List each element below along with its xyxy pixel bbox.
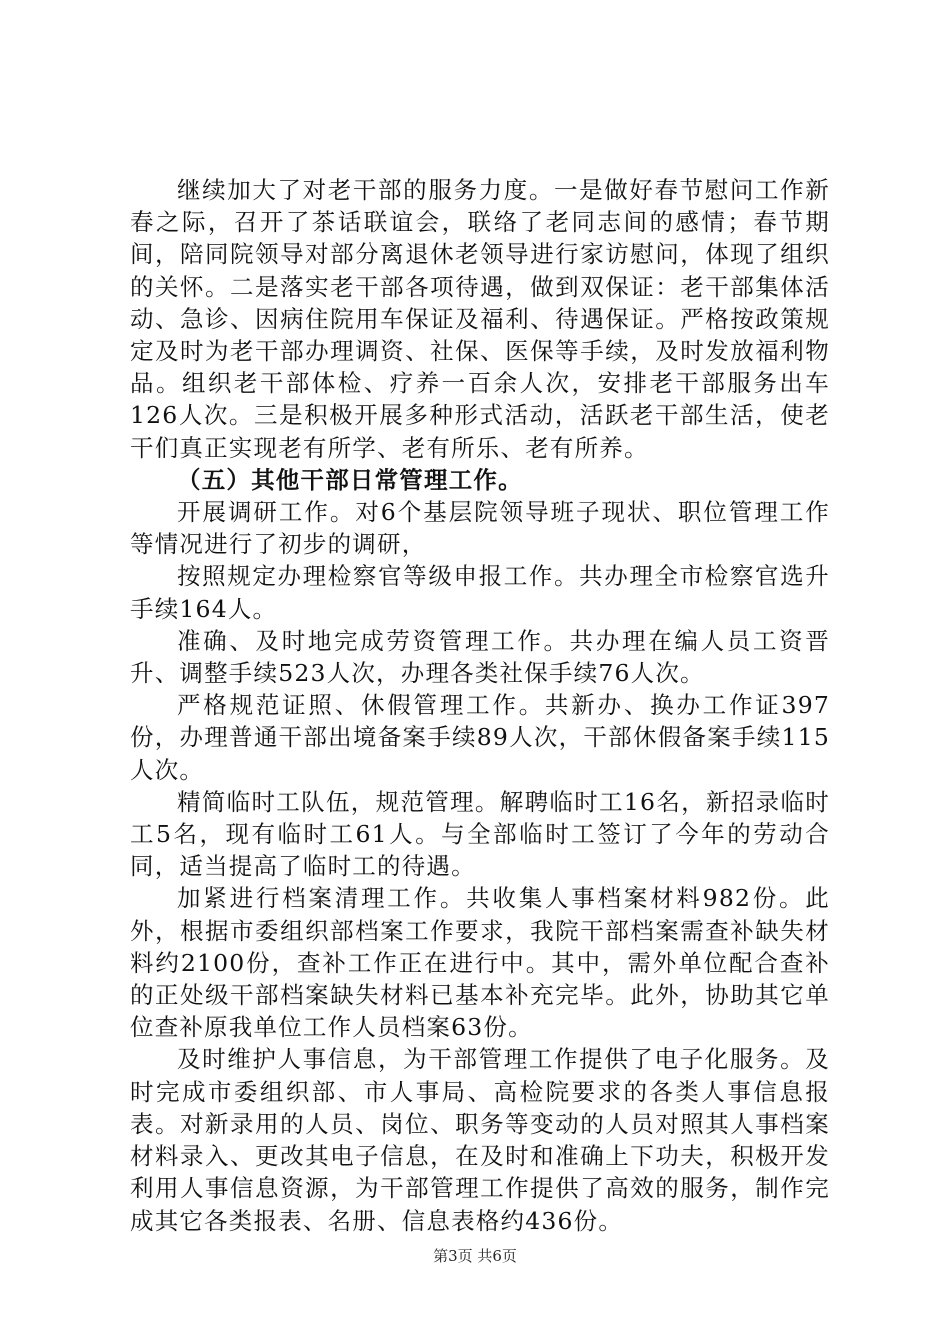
paragraph-certificates-leave: 严格规范证照、休假管理工作。共新办、换办工作证397份，办理普通干部出境备案手续89人次，干部休假备案手续115人次。 (130, 691, 830, 784)
paragraph-archives-cleanup: 加紧进行档案清理工作。共收集人事档案材料982份。此外，根据市委组织部档案工作要求，我院干部档案需查补缺失材料约2100份，查补工作正在进行中。其中，需外单位配合查补的正处级干部档案缺失材料已基本补充完毕。此外，协助其它单位查补原我单位工作人员档案63份。 (130, 884, 830, 1042)
paragraph-labor-wage: 准确、及时地完成劳资管理工作。共办理在编人员工资晋升、调整手续523人次，办理各类社保手续76人次。 (130, 626, 830, 688)
section-heading-other-cadre-management: （五）其他干部日常管理工作。 (177, 465, 523, 494)
paragraph-temporary-workers: 精简临时工队伍，规范管理。解聘临时工16名，新招录临时工5名，现有临时工61人。与全部临时工签订了今年的劳动合同，适当提高了临时工的待遇。 (130, 787, 830, 881)
paragraph-personnel-information: 及时维护人事信息，为干部管理工作提供了电子化服务。及时完成市委组织部、市人事局、高检院要求的各类人事信息报表。对新录用的人员、岗位、职务等变动的人员对照其人事档案材料录入、更改其电子信息，在及时和准确上下功夫，积极开发利用人事信息资源，为干部管理工作提供了高效的服务，制作完成其它各类报表、名册、信息表格约436份。 (130, 1045, 830, 1235)
document-body (130, 174, 830, 1237)
paragraph-veteran-cadre-service: 继续加大了对老干部的服务力度。一是做好春节慰问工作新春之际，召开了茶话联谊会，联络了老同志间的感情；春节期间，陪同院领导对部分离退休老领导进行家访慰问，体现了组织的关怀。二是落实老干部各项待遇，做到双保证：老干部集体活动、急诊、因病住院用车保证及福利、待遇保证。严格按政策规定及时为老干部办理调资、社保、医保等手续，及时发放福利物品。组织老干部体检、疗养一百余人次，安排老干部服务出车126人次。三是积极开展多种形式活动，活跃老干部生活，使老干们真正实现老有所学、老有所乐、老有所养。 (130, 176, 830, 462)
paragraph-prosecutor-grade: 按照规定办理检察官等级申报工作。共办理全市检察官选升手续164人。 (130, 562, 830, 623)
paragraph-research-work: 开展调研工作。对6个基层院领导班子现状、职位管理工作等情况进行了初步的调研， (130, 498, 830, 559)
page-footer: 第3页 共6页 (433, 1247, 517, 1265)
